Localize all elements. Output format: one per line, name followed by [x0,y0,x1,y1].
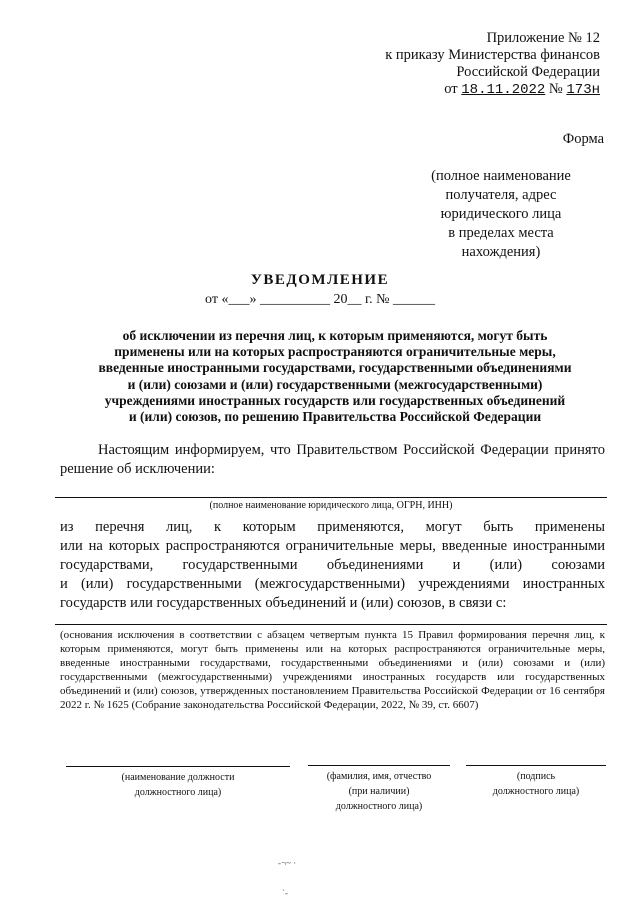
recipient-line: в пределах места [448,225,554,241]
basis-fill-line [55,624,607,625]
appendix-header [360,30,600,99]
signature-sign-caption [470,769,602,799]
document-date-line: от «___» __________ 20__ г. № ______ [205,292,435,307]
entity-fill-line [55,497,607,498]
caption-line: (подпись [516,771,556,782]
scan-artifact: `- [282,888,288,898]
position-fill-line [66,766,290,767]
recipient-block [410,167,592,262]
document-subject [70,328,600,425]
appendix-ministry: Российской Федерации [456,64,600,80]
appendix-date-line [360,81,600,99]
caption-line: (фамилия, имя, отчество [326,771,432,782]
appendix-number: 173н [566,82,600,98]
subject-line: и (или) союзов, по решению Правительства Российской Федерации [128,409,542,425]
caption-line: должностного лица) [134,787,222,798]
subject-line: и (или) союзами и (или) государственными (межгосударственными) [127,376,543,392]
form-label: Форма [562,131,604,147]
signature-position-caption [88,770,268,800]
appendix-title: Приложение № 12 [486,30,600,46]
signature-name-caption [300,769,458,814]
entity-caption: (полное наименование юридического лица, ОГРН, ИНН) [209,500,453,511]
appendix-order: к приказу Министерства финансов [385,47,600,63]
caption-line: (при наличии) [348,786,410,797]
subject-line: об исключении из перечня лиц, к которым применяются, могут быть [122,328,548,343]
body-line: государств или государственных объединений и (или) союзов, в связи с: [60,595,507,611]
appendix-number-sign: № [548,81,563,97]
scan-artifact: -¬~ · [278,858,297,868]
document-title: УВЕДОМЛЕНИЕ [250,272,390,288]
caption-line: должностного лица) [492,786,580,797]
appendix-date: 18.11.2022 [461,82,546,98]
body-line: и (или) государственными (межгосударственными) учреждениями иностранных [60,576,605,592]
intro-paragraph: Настоящим информируем, что Правительством Российской Федерации принято решение об исключении: [60,442,605,477]
basis-caption: (основания исключения в соответствии с абзацем четвертым пункта 15 Правил формирования перечня лиц, к которым применяются, могут быть применены или на которых распространяются ограничительные меры, введенные иностранными государствами, государственными объединениями и (или) союзами и (или) государственными (межгосударственными) учреждениями иностранных государств или государственных объединений и (или) союзов, утвержденных постановлением Правительства Российской Федерации от 16 сентября 2022 г. № 1625 (Собрание законодательства Российской Федерации, 2022, № 39, ст. 6607) [60,629,605,711]
subject-line: введенные иностранными государствами, государственными объединениями [98,360,572,376]
recipient-line: (полное наименование [431,168,571,184]
name-fill-line [308,765,450,766]
subject-line: применены или на которых распространяются ограничительные меры, [114,344,556,360]
caption-line: (наименование должности [121,772,235,783]
body-line: или на которых распространяются ограничительные меры, введенные иностранными [60,538,605,554]
recipient-line: юридического лица [440,206,562,222]
sign-fill-line [466,765,606,766]
subject-line: учреждениями иностранных государств или государственных объединений [104,392,566,408]
recipient-line: нахождения) [461,244,541,260]
recipient-line: получателя, адрес [445,187,557,203]
body-line: государствами, государственными объединениями и (или) союзами [60,557,605,573]
appendix-from: от [444,81,458,97]
body-line: из перечня лиц, к которым применяются, могут быть применены [60,519,605,535]
caption-line: должностного лица) [335,801,423,812]
